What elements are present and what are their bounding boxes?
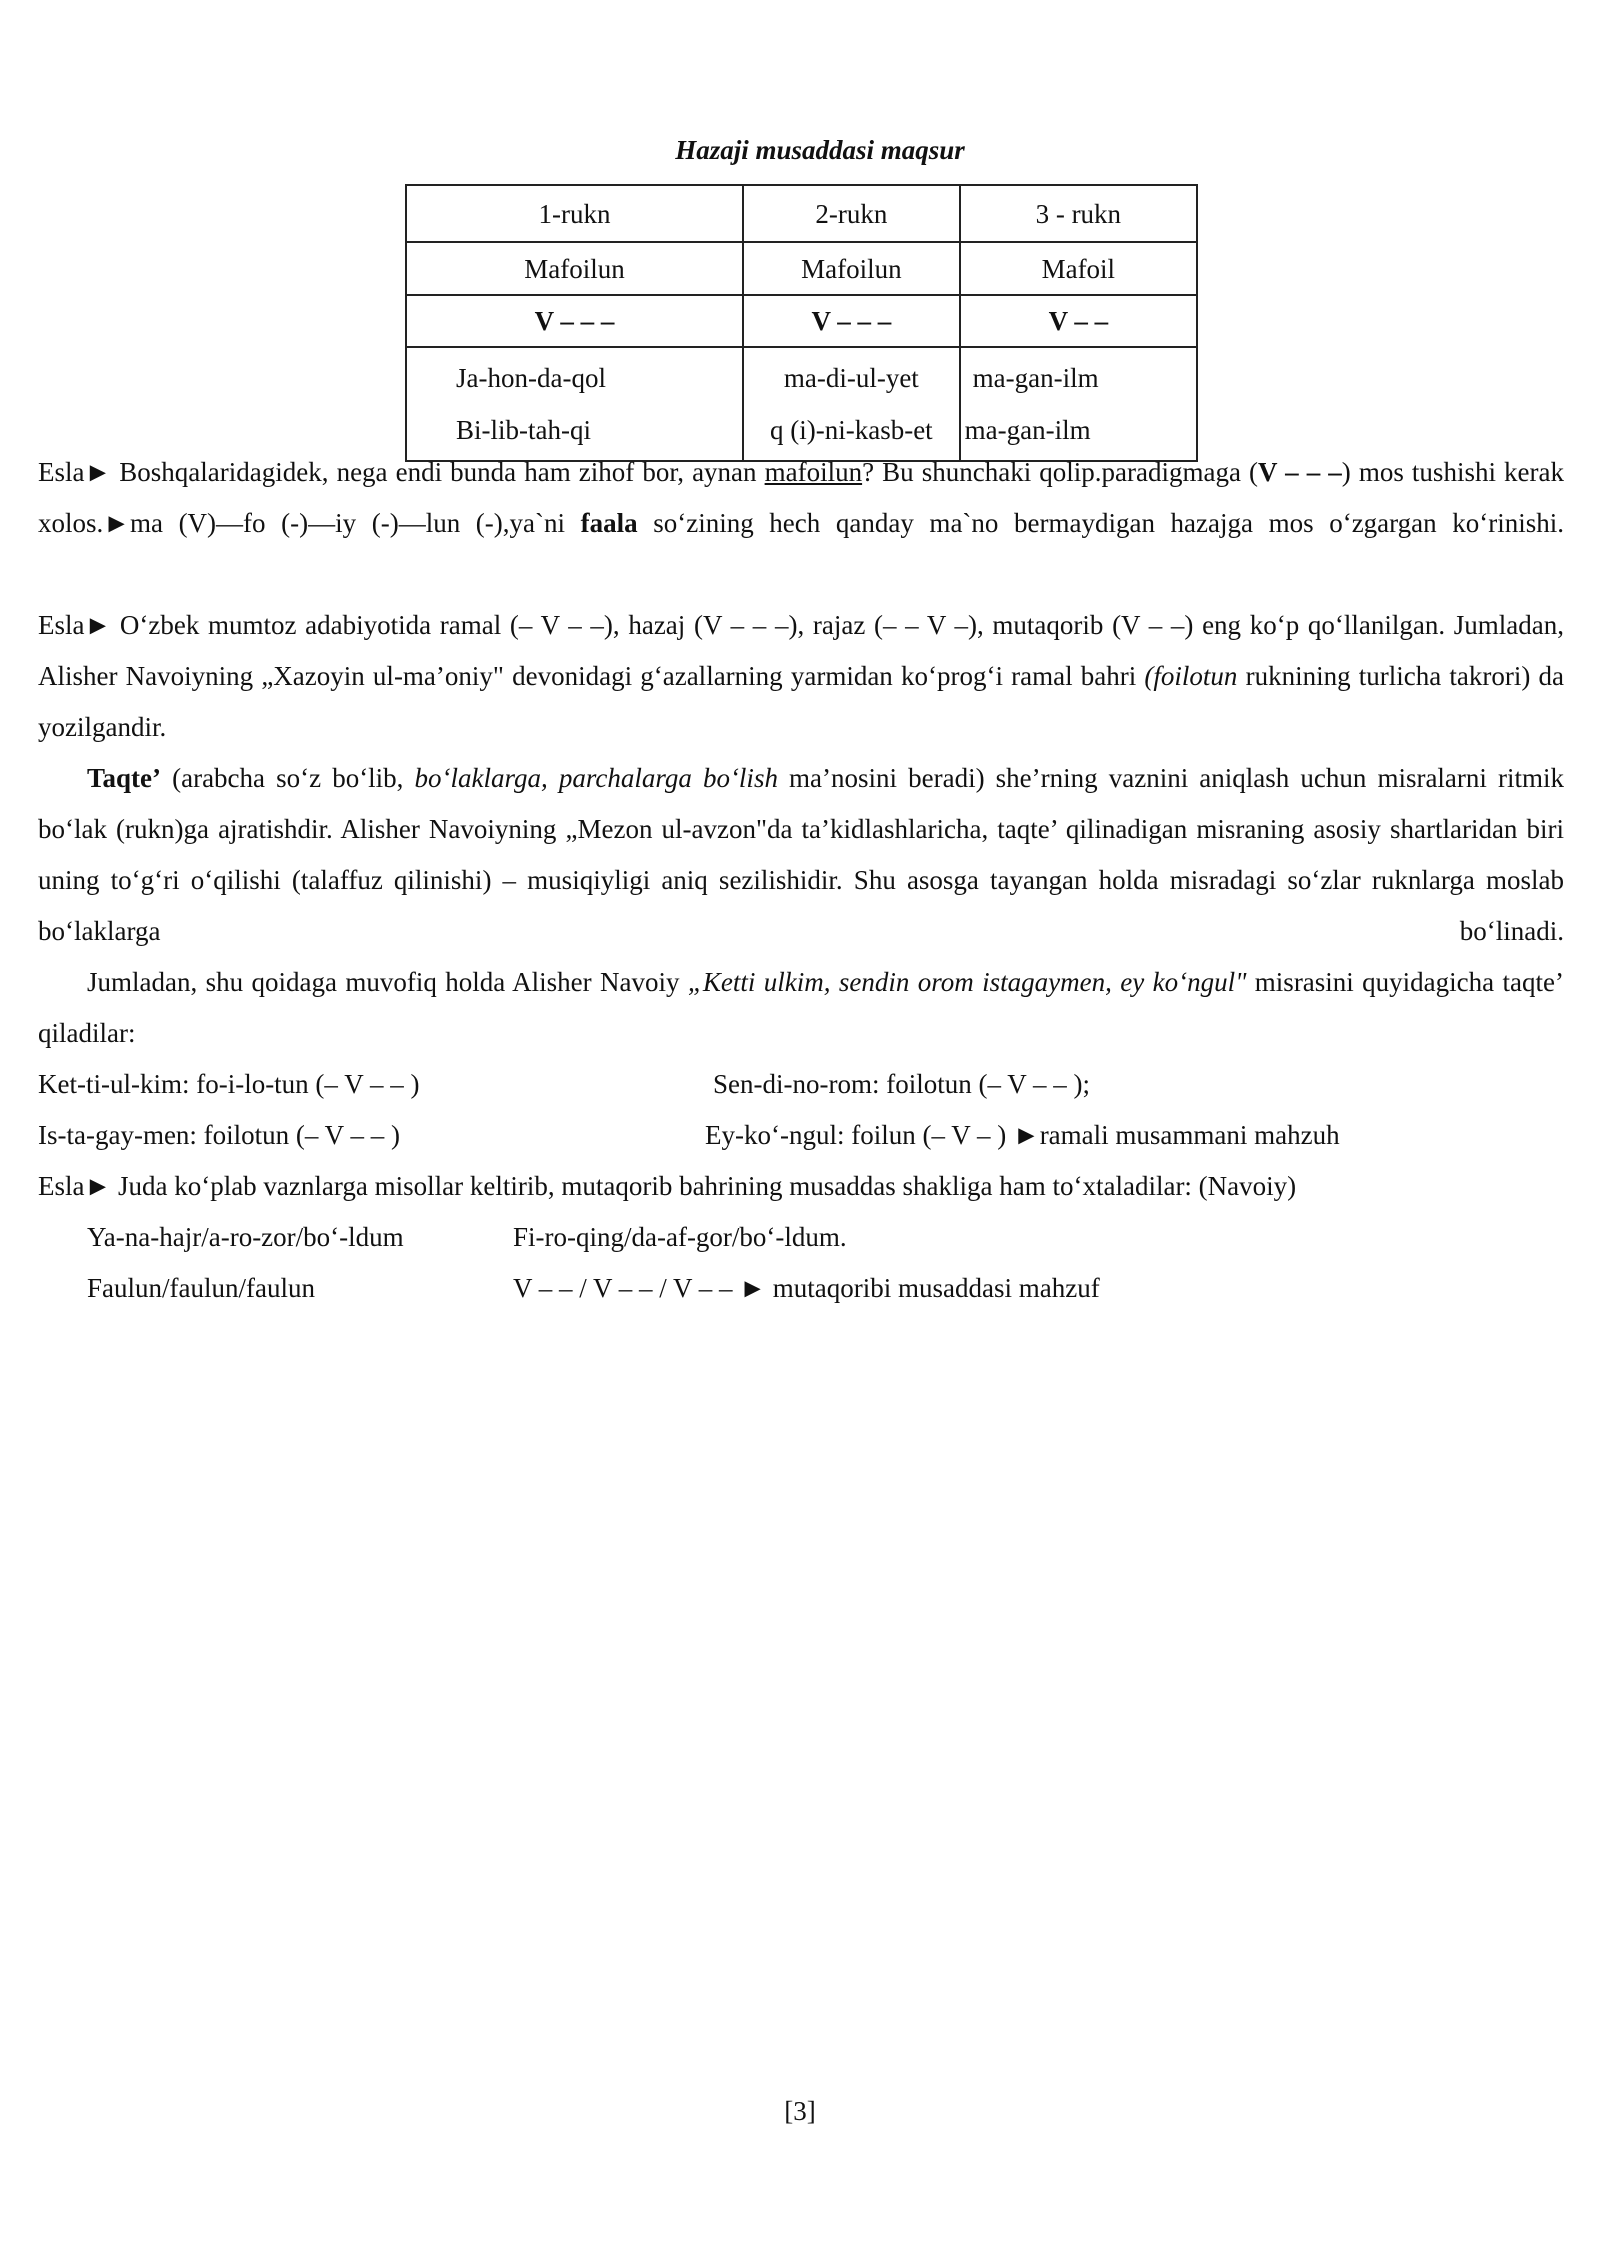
example-line: ma-gan-ilm <box>972 363 1099 393</box>
verse-line: Fi-ro-qing/da-af-gor/bo‘-ldum. <box>513 1222 847 1252</box>
example-line: Ja-hon-da-qol <box>456 363 606 393</box>
term-taqte: Taqte’ <box>87 763 162 793</box>
meter-line: Faulun/faulun/faulun <box>87 1273 315 1303</box>
taqte-line: Is-ta-gay-men: foilotun (– V – – ) <box>38 1120 400 1150</box>
taqte-line: Sen-di-no-rom: foilotun (– V – – ); <box>713 1069 1090 1099</box>
rukn-name-cell: Mafoilun <box>406 242 743 295</box>
example-line: ma-gan-ilm <box>964 415 1091 445</box>
scheme-bold: V – – – <box>1258 457 1342 487</box>
table-example-row <box>406 347 1197 461</box>
header-cell: 3 - rukn <box>960 185 1197 242</box>
underlined-term: mafoilun <box>764 457 863 487</box>
example-line: q (i)-ni-kasb-et <box>770 415 933 445</box>
rukn-table <box>405 184 1198 462</box>
paragraph-esla-bahrlar: Esla► O‘zbek mumtoz adabiyotida ramal (– V – –), hazaj (V – – –), rajaz (– – V –), mutaqorib (V – –) eng ko‘p qo‘llanilgan. Jumladan, Alisher Navoiyning „Xazoyin ul-ma’oniy" devonidagi g‘azallarning yarmidan ko‘prog‘i ramal bahri (foilotun ruknining turlicha takrori) da yozilgandir. <box>38 610 1564 742</box>
example-line: ma-di-ul-yet <box>783 363 919 393</box>
rukn-name-cell: Mafoil <box>960 242 1197 295</box>
rukn-name-cell: Mafoilun <box>743 242 960 295</box>
table-header-row <box>406 185 1197 242</box>
meter-scheme-line: V – – / V – – / V – – ► mutaqoribi musaddasi mahzuf <box>513 1273 1100 1303</box>
example-cell <box>743 347 960 461</box>
paragraph-jumladan: Jumladan, shu qoidaga muvofiq holda Alisher Navoiy „Ketti ulkim, sendin orom istagaymen, ey ko‘ngul" misrasini quyidagicha taqte’ qiladilar: <box>38 967 1564 1048</box>
paragraph-esla-mutaqorib: Esla► Juda ko‘plab vaznlarga misollar keltirib, mutaqorib bahrining musaddas shakliga ham to‘xtaladilar: (Navoiy) <box>38 1171 1297 1201</box>
header-cell: 2-rukn <box>743 185 960 242</box>
table-title: Hazaji musaddasi maqsur <box>675 135 965 165</box>
taqte-line: Ey-ko‘-ngul: foilun (– V – ) ►ramali musammani mahzuh <box>705 1120 1340 1150</box>
example-cell <box>960 347 1197 461</box>
paragraph-taqte: Taqte’ (arabcha so‘z bo‘lib, bo‘laklarga, parchalarga bo‘lish ma’nosini beradi) she’rning vaznini aniqlash uchun misralarni ritmik bo‘lak (rukn)ga ajratishdir. Alisher Navoiyning „Mezon ul-avzon"da ta’kidlashlaricha, taqte’ qilinadigan misraning asosiy shartlaridan biri uning to‘g‘ri o‘qilishi (talaffuz qilinishi) – musiqiyligi aniq sezilishidir. Shu asosga tayangan holda misradagi so‘zlar ruknlarga moslab bo‘laklarga bo‘linadi. <box>38 763 1564 946</box>
paragraph-esla-mafoilun: Esla► Boshqalaridagidek, nega endi bunda ham zihof bor, aynan mafoilun? Bu shunchaki qolip.paradigmaga (V – – –) mos tushishi kerak xolos.►ma (V)—fo (-)—iy (-)—lun (-),ya`ni faala so‘zining hech qanday ma`no bermaydigan hazajga mos o‘zgargan ko‘rinishi. <box>38 457 1565 538</box>
verse-line: Ya-na-hajr/a-ro-zor/bo‘-ldum <box>87 1222 404 1252</box>
esla-marker: Esla► <box>38 457 112 487</box>
header-cell: 1-rukn <box>406 185 743 242</box>
table-scheme-row <box>406 295 1197 347</box>
taqte-line: Ket-ti-ul-kim: fo-i-lo-tun (– V – – ) <box>38 1069 420 1099</box>
quoted-verse: „Ketti ulkim, sendin orom istagaymen, ey ko‘ngul" <box>687 967 1247 997</box>
page-number: [3] <box>784 2096 816 2126</box>
term-bold: faala <box>580 508 638 538</box>
scheme-cell: V – – <box>960 295 1197 347</box>
example-line: Bi-lib-tah-qi <box>456 415 591 445</box>
scheme-cell: V – – – <box>743 295 960 347</box>
example-cell <box>406 347 743 461</box>
table-name-row <box>406 242 1197 295</box>
scheme-cell: V – – – <box>406 295 743 347</box>
